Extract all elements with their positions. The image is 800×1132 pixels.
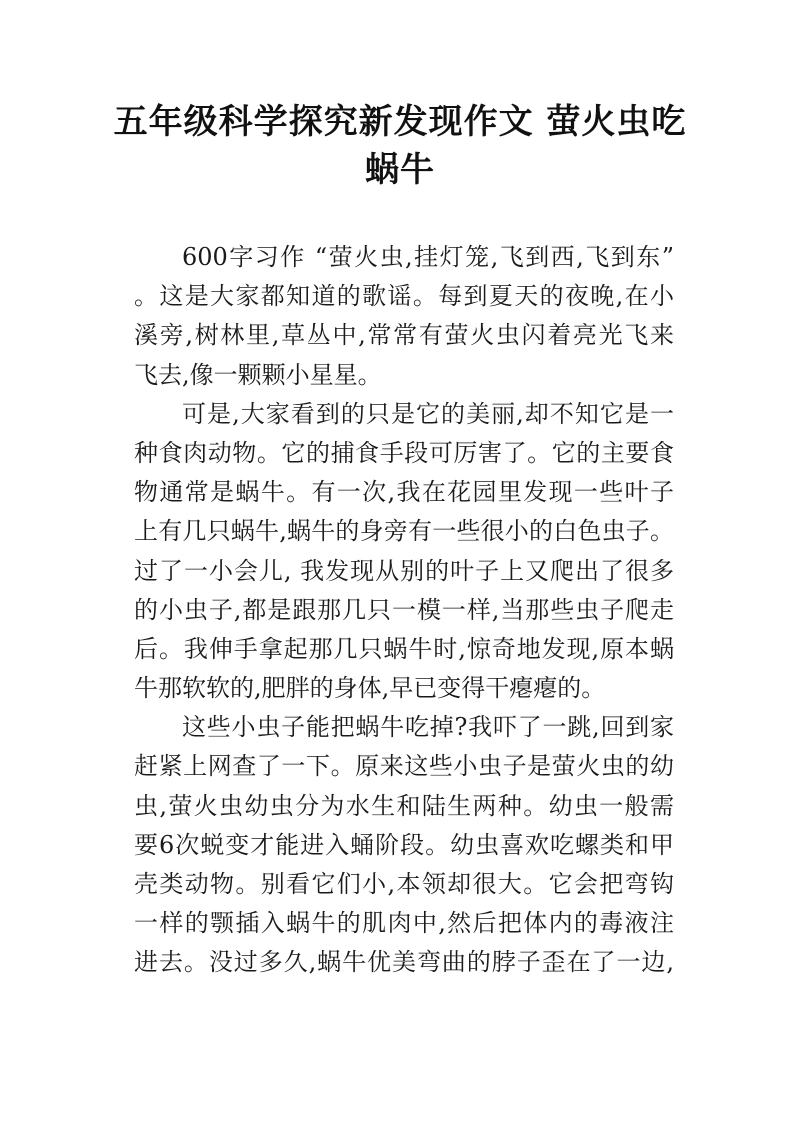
body-line: 赶紧上网查了一下。原来这些小虫子是萤火虫的幼 [134, 752, 674, 781]
body-line: 物通常是蜗牛。有一次,我在花园里发现一些叶子 [134, 478, 674, 507]
title-line: 五年级科学探究新发现作文 萤火虫吃 [113, 102, 687, 142]
body-line: 的小虫子,都是跟那几只一模一样,当那些虫子爬走 [134, 595, 674, 624]
body-line: 。这是大家都知道的歌谣。每到夏天的夜晚,在小 [134, 282, 674, 311]
body-line: 壳类动物。别看它们小,本领却很大。它会把弯钩 [134, 870, 674, 898]
body-line: 一样的颚插入蜗牛的肌肉中,然后把体内的毒液注 [134, 909, 674, 938]
body-line: 这些小虫子能把蜗牛吃掉?我吓了一跳,回到家 [182, 713, 674, 742]
body-line: 上有几只蜗牛,蜗牛的身旁有一些很小的白色虫子。 [134, 517, 674, 546]
body-line: 溪旁,树林里,草丛中,常常有萤火虫闪着亮光飞来 [134, 321, 674, 350]
document-body [134, 238, 674, 983]
body-line: 可是,大家看到的只是它的美丽,却不知它是一 [182, 399, 674, 428]
body-line: 600字习作 “萤火虫,挂灯笼,飞到西,飞到东” [182, 243, 674, 271]
body-line: 后。我伸手拿起那几只蜗牛时,惊奇地发现,原本蜗 [134, 634, 674, 663]
body-line: 过了一小会儿, 我发现从别的叶子上又爬出了很多 [134, 556, 674, 585]
body-line: 种食肉动物。它的捕食手段可厉害了。它的主要食 [134, 438, 674, 467]
title-line: 蜗牛 [365, 150, 435, 190]
body-line: 虫,萤火虫幼虫分为水生和陆生两种。幼虫一般需 [134, 791, 674, 820]
body-line: 要6次蜕变才能进入蛹阶段。幼虫喜欢吃螺类和甲 [134, 830, 674, 859]
document-title [100, 98, 700, 194]
body-line: 飞去,像一颗颗小星星。 [134, 360, 382, 389]
body-line: 牛那软软的,肥胖的身体,早已变得干瘪瘪的。 [134, 674, 606, 703]
body-line: 进去。没过多久,蜗牛优美弯曲的脖子歪在了一边, [134, 948, 674, 977]
